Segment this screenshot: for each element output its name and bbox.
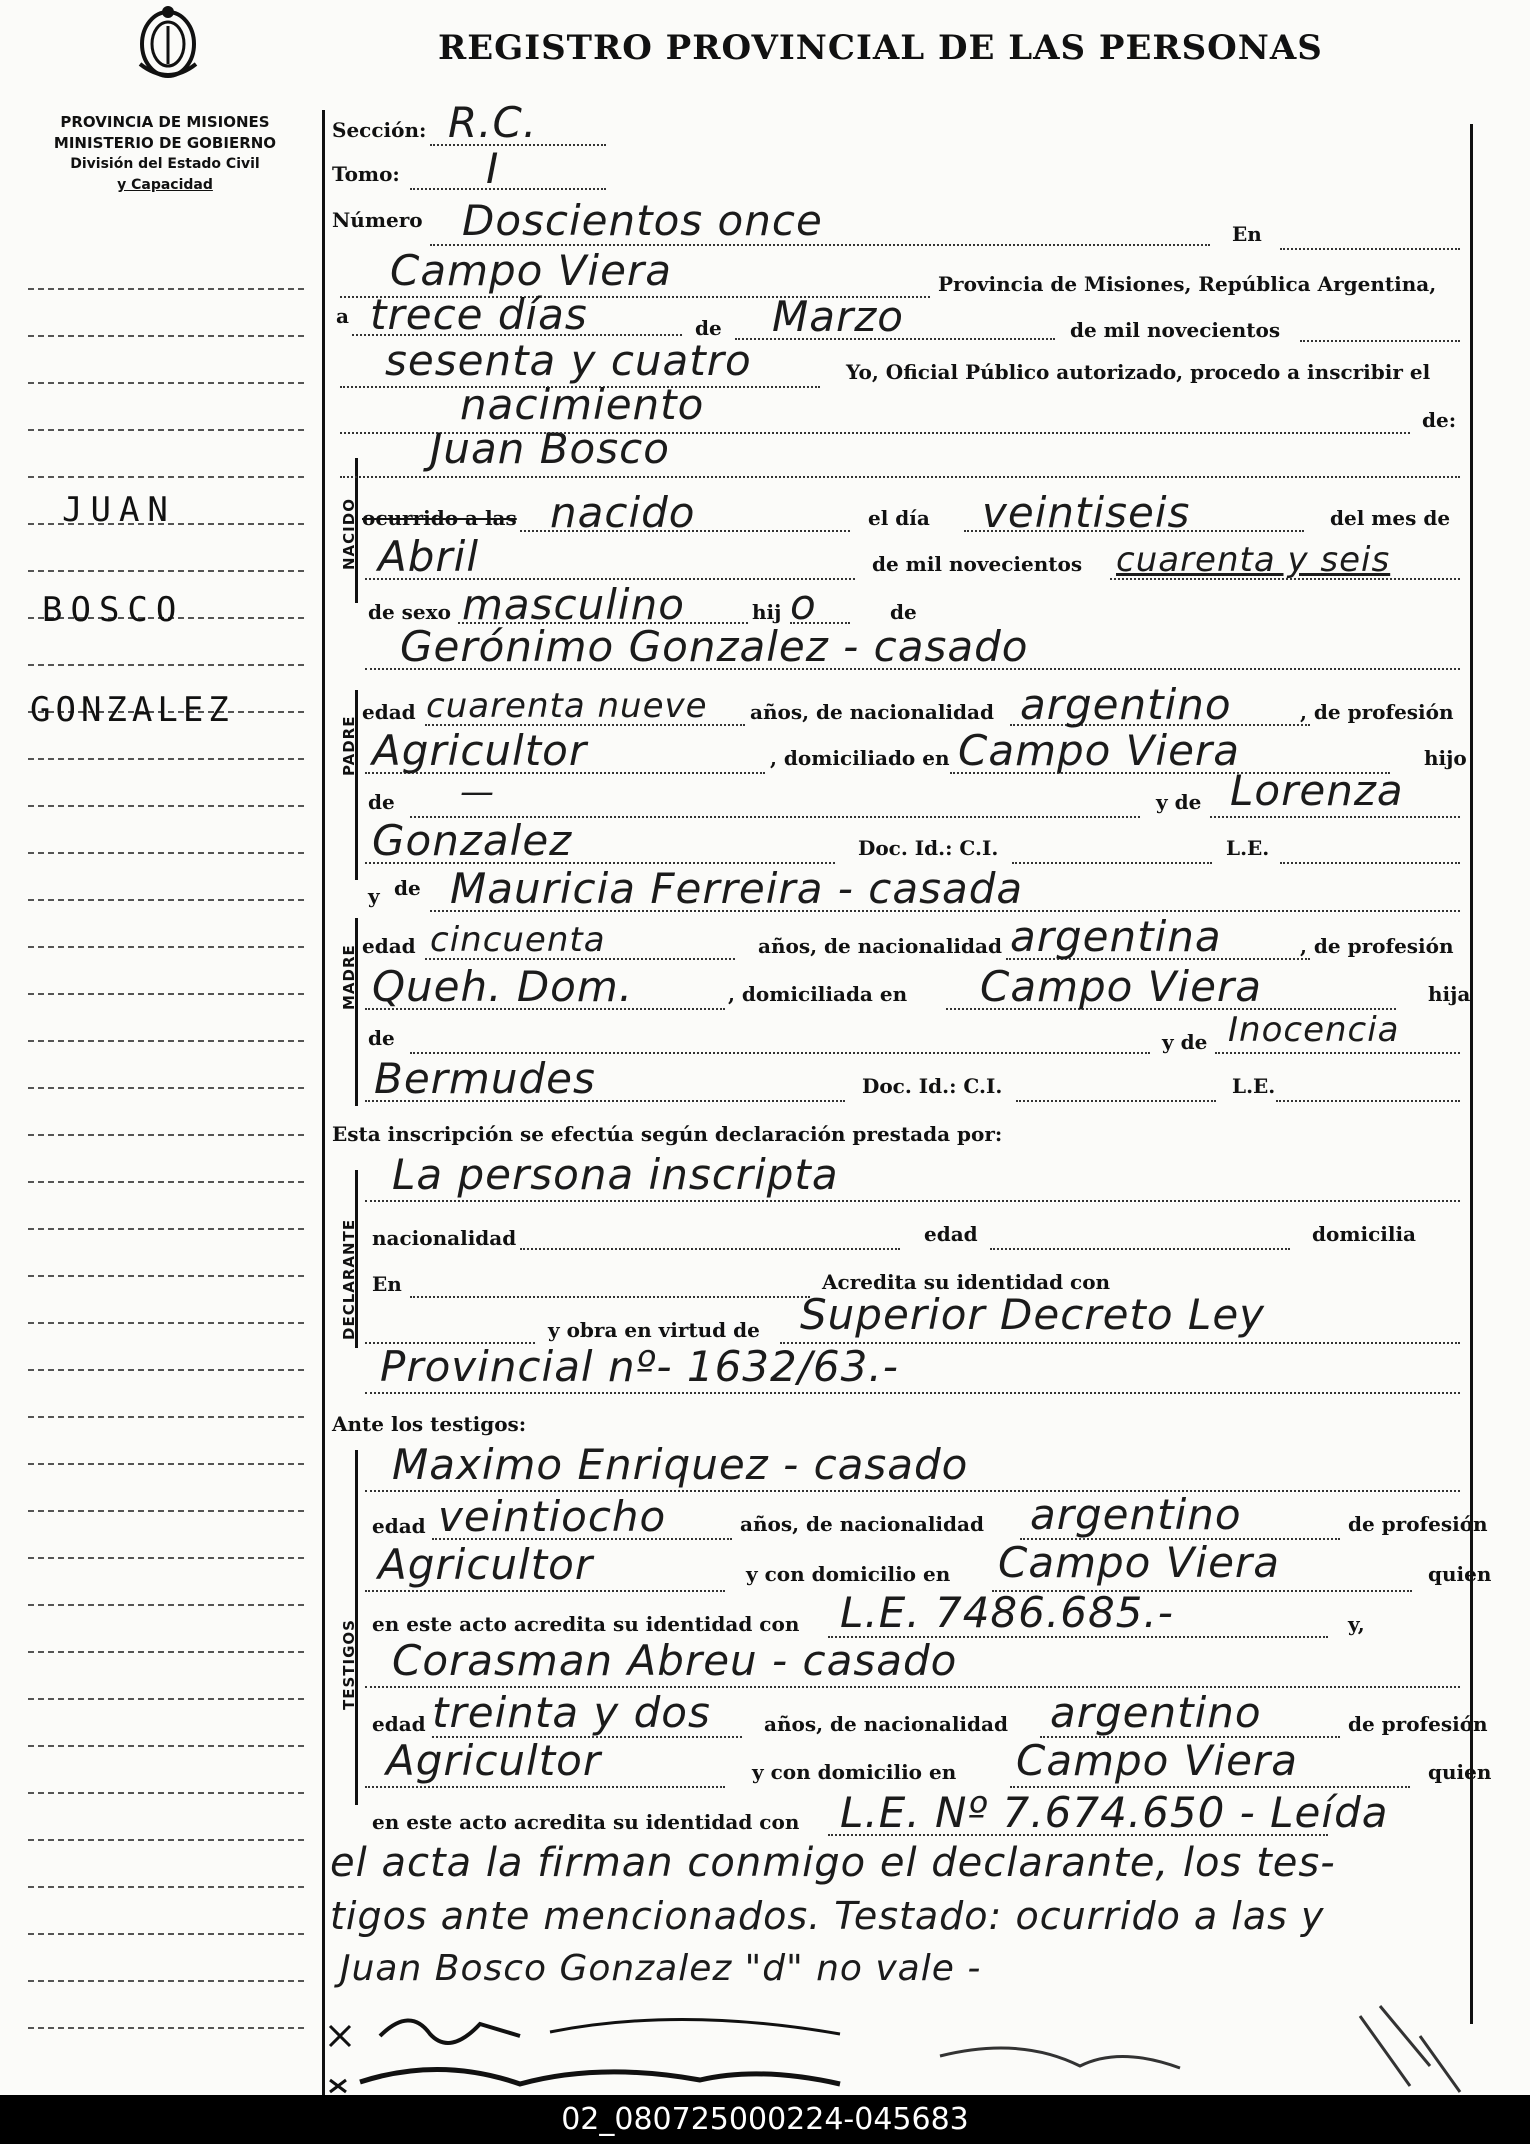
margin-rule bbox=[28, 1040, 304, 1042]
t2-dom-label: y con domicilio en bbox=[752, 1760, 957, 1784]
margin-rule bbox=[28, 429, 304, 431]
margin-rule bbox=[28, 1698, 304, 1700]
closing-line-1: el acta la firman conmigo el declarante, los tes- bbox=[330, 1840, 1336, 1886]
padre-edad-value: cuarenta nueve bbox=[426, 686, 708, 726]
margin-rule bbox=[28, 852, 304, 854]
padre-madre2-value: Gonzalez bbox=[372, 816, 573, 865]
t2-anos-label: años, de nacionalidad bbox=[764, 1712, 1008, 1736]
t1-edad-label: edad bbox=[372, 1514, 426, 1538]
padre-nac-value: argentino bbox=[1020, 680, 1232, 729]
ocurrido-label: ocurrido a las bbox=[362, 506, 517, 530]
de-label: de bbox=[695, 316, 722, 340]
margin-rule bbox=[28, 899, 304, 901]
seccion-label: Sección: bbox=[332, 118, 427, 142]
margin-rule bbox=[28, 758, 304, 760]
margin-rule bbox=[28, 946, 304, 948]
madre-dom-label: , domiciliada en bbox=[728, 982, 908, 1006]
padre-value: Gerónimo Gonzalez - casado bbox=[400, 622, 1029, 671]
margin-rule bbox=[28, 1228, 304, 1230]
madre-de-label: de bbox=[394, 876, 421, 900]
margin-rule bbox=[28, 1886, 304, 1888]
esta-inscripcion-label: Esta inscripción se efectúa según declaración prestada por: bbox=[332, 1122, 1003, 1146]
margin-name-third: GONZALEZ bbox=[30, 690, 234, 730]
frame-right-line bbox=[1470, 124, 1473, 2024]
t2-quien-label: quien bbox=[1428, 1760, 1492, 1784]
t2-dom-value: Campo Viera bbox=[1016, 1736, 1298, 1785]
domicilia-label: domicilia bbox=[1312, 1222, 1417, 1246]
padre-de-label: de bbox=[368, 790, 395, 814]
declarante-label: DECLARANTE bbox=[340, 1218, 358, 1340]
footer-id: 02_080725000224-045683 bbox=[0, 2095, 1530, 2144]
madre-nac-value: argentina bbox=[1010, 912, 1222, 961]
madre-madre-value: Inocencia bbox=[1228, 1010, 1400, 1050]
testigo1-value: Maximo Enriquez - casado bbox=[392, 1440, 969, 1489]
t1-prof-value: Agricultor bbox=[378, 1540, 594, 1589]
hijo-suffix-value: o bbox=[790, 580, 817, 629]
madre-le-label: L.E. bbox=[1232, 1074, 1276, 1098]
dia-nac-value: veintiseis bbox=[982, 488, 1191, 537]
padre-de-value: — bbox=[460, 772, 495, 812]
madre-de-label-2: de bbox=[368, 1026, 395, 1050]
de-mil-nov-label: de mil novecientos bbox=[872, 552, 1083, 576]
madre-edad-label: edad bbox=[362, 934, 416, 958]
nacido-label: NACIDO bbox=[340, 498, 358, 570]
t2-nac-value: argentino bbox=[1050, 1688, 1262, 1737]
padre-prof-value: Agricultor bbox=[372, 726, 588, 775]
y-de-label: y de bbox=[1156, 790, 1202, 814]
lugar-value: Campo Viera bbox=[390, 246, 672, 295]
anio-value: sesenta y cuatro bbox=[385, 336, 752, 385]
madre-apellido-value: Bermudes bbox=[374, 1054, 596, 1103]
testigo2-value: Corasman Abreu - casado bbox=[392, 1636, 958, 1685]
frame-left-line bbox=[322, 110, 325, 2095]
margin-rule bbox=[28, 1369, 304, 1371]
padre-prof-label: , de profesión bbox=[1300, 700, 1454, 724]
tomo-value: I bbox=[486, 144, 500, 193]
margin-rule bbox=[28, 1275, 304, 1277]
madre-prof-label: , de profesión bbox=[1300, 934, 1454, 958]
t1-y-label: y, bbox=[1348, 1612, 1365, 1636]
mes-nac-value: Abril bbox=[378, 532, 479, 581]
hij-label: hij bbox=[752, 600, 782, 624]
madre-dom-value: Campo Viera bbox=[980, 962, 1262, 1011]
division-label-2: y Capacidad bbox=[117, 177, 213, 193]
t2-edad-value: treinta y dos bbox=[432, 1688, 711, 1737]
madre-anos-label: años, de nacionalidad bbox=[758, 934, 1002, 958]
margin-rule bbox=[28, 805, 304, 807]
ministry-label: MINISTERIO DE GOBIERNO bbox=[53, 134, 277, 152]
margin-rule bbox=[28, 1792, 304, 1794]
declarante-value: La persona inscripta bbox=[392, 1150, 839, 1199]
t1-acto-label: en este acto acredita su identidad con bbox=[372, 1612, 800, 1636]
oficial-label: Yo, Oficial Público autorizado, procedo a inscribir el bbox=[846, 360, 1431, 384]
nacionalidad-label: nacionalidad bbox=[372, 1226, 517, 1250]
margin-name-second: BOSCO bbox=[42, 590, 185, 630]
anio-nac-value: cuarenta y seis bbox=[1116, 540, 1391, 580]
madre-prof-value: Queh. Dom. bbox=[372, 962, 634, 1011]
t2-edad-label: edad bbox=[372, 1712, 426, 1736]
nombre-value: Juan Bosco bbox=[430, 424, 670, 473]
de-mil-label: de mil novecientos bbox=[1070, 318, 1281, 342]
margin-rule bbox=[28, 1510, 304, 1512]
numero-label: Número bbox=[332, 208, 423, 232]
padre-dom-label: , domiciliado en bbox=[770, 746, 950, 770]
margin-rule bbox=[28, 288, 304, 290]
acto-value: nacimiento bbox=[460, 380, 705, 429]
padre-anos-label: años, de nacionalidad bbox=[750, 700, 994, 724]
padre-madre-value: Lorenza bbox=[1230, 766, 1404, 815]
margin-rule bbox=[28, 664, 304, 666]
margin-rule bbox=[28, 1087, 304, 1089]
issuer-block bbox=[30, 112, 300, 196]
margin-rule bbox=[28, 993, 304, 995]
margin-rule bbox=[28, 1604, 304, 1606]
edad-label: edad bbox=[924, 1222, 978, 1246]
division-label: División del Estado Civil bbox=[70, 156, 260, 172]
madre-y-label: y bbox=[368, 884, 380, 908]
obra-value: Superior Decreto Ley bbox=[800, 1290, 1266, 1339]
t1-dom-value: Campo Viera bbox=[998, 1538, 1280, 1587]
t2-prof-label: de profesión bbox=[1348, 1712, 1488, 1736]
obra-virtud-label: y obra en virtud de bbox=[548, 1318, 760, 1342]
t2-prof-value: Agricultor bbox=[386, 1736, 602, 1785]
t2-doc-value: L.E. Nº 7.674.650 - Leída bbox=[840, 1788, 1389, 1837]
margin-rule bbox=[28, 1933, 304, 1935]
madre-value: Mauricia Ferreira - casada bbox=[450, 864, 1024, 913]
margin-rule bbox=[28, 335, 304, 337]
en-label: En bbox=[1232, 222, 1262, 246]
del-mes-label: del mes de bbox=[1330, 506, 1451, 530]
dia-value: trece días bbox=[370, 290, 588, 339]
acredita-label: Acredita su identidad con bbox=[822, 1270, 1111, 1294]
margin-rule bbox=[28, 1181, 304, 1183]
closing-line-3: Juan Bosco Gonzalez "d" no vale - bbox=[340, 1948, 982, 1989]
padre-label: PADRE bbox=[340, 715, 358, 776]
page-title: REGISTRO PROVINCIAL DE LAS PERSONAS bbox=[438, 28, 1323, 68]
margin-rule bbox=[28, 1651, 304, 1653]
closing-line-2: tigos ante mencionados. Testado: ocurrido a las y bbox=[330, 1894, 1325, 1938]
de-colon-label: de: bbox=[1422, 408, 1457, 432]
obra2-value: Provincial nº- 1632/63.- bbox=[380, 1342, 899, 1391]
declarante-en-label: En bbox=[372, 1272, 402, 1296]
t1-dom-label: y con domicilio en bbox=[746, 1562, 951, 1586]
padre-le-label: L.E. bbox=[1226, 836, 1270, 860]
mes-value: Marzo bbox=[772, 292, 904, 341]
tomo-label: Tomo: bbox=[332, 162, 400, 186]
margin-rule bbox=[28, 382, 304, 384]
margin-rule bbox=[28, 1745, 304, 1747]
ocurrido-value: nacido bbox=[550, 488, 696, 537]
de-sexo-label: de sexo bbox=[368, 600, 451, 624]
madre-doc-label: Doc. Id.: C.I. bbox=[862, 1074, 1003, 1098]
madre-y-de-label: y de bbox=[1162, 1030, 1208, 1054]
margin-rule bbox=[28, 1839, 304, 1841]
madre-edad-value: cincuenta bbox=[430, 920, 606, 960]
t1-doc-value: L.E. 7486.685.- bbox=[840, 1588, 1174, 1637]
sexo-value: masculino bbox=[462, 580, 685, 629]
madre-label: MADRE bbox=[340, 944, 358, 1010]
t1-anos-label: años, de nacionalidad bbox=[740, 1512, 984, 1536]
padre-dom-value: Campo Viera bbox=[958, 726, 1240, 775]
t1-prof-label: de profesión bbox=[1348, 1512, 1488, 1536]
margin-rule bbox=[28, 570, 304, 572]
signatures bbox=[320, 1996, 1520, 2094]
margin-rule bbox=[28, 476, 304, 478]
margin-name-first: JUAN bbox=[62, 490, 176, 530]
ante-testigos-label: Ante los testigos: bbox=[332, 1412, 527, 1436]
margin-rule bbox=[28, 1980, 304, 1982]
testigos-label: TESTIGOS bbox=[340, 1619, 358, 1710]
hijo-label: hijo bbox=[1424, 746, 1467, 770]
margin-rule bbox=[28, 1134, 304, 1136]
padre-edad-label: edad bbox=[362, 700, 416, 724]
t1-nac-value: argentino bbox=[1030, 1490, 1242, 1539]
de-label-2: de bbox=[890, 600, 917, 624]
hija-label: hija bbox=[1428, 982, 1471, 1006]
province-label: PROVINCIA DE MISIONES bbox=[60, 113, 270, 131]
el-dia-label: el día bbox=[868, 506, 930, 530]
seccion-value: R.C. bbox=[448, 98, 538, 147]
margin-rule bbox=[28, 1322, 304, 1324]
t1-quien-label: quien bbox=[1428, 1562, 1492, 1586]
provincia-label: Provincia de Misiones, República Argentina, bbox=[938, 272, 1437, 296]
margin-rule bbox=[28, 2027, 304, 2029]
margin-rule bbox=[28, 1416, 304, 1418]
t1-edad-value: veintiocho bbox=[438, 1492, 667, 1541]
t2-acto-label: en este acto acredita su identidad con bbox=[372, 1810, 800, 1834]
padre-doc-label: Doc. Id.: C.I. bbox=[858, 836, 999, 860]
margin-rule bbox=[28, 1463, 304, 1465]
coat-of-arms-icon bbox=[130, 4, 206, 80]
numero-value: Doscientos once bbox=[462, 196, 823, 245]
margin-rule bbox=[28, 1557, 304, 1559]
a-label: a bbox=[336, 304, 349, 328]
